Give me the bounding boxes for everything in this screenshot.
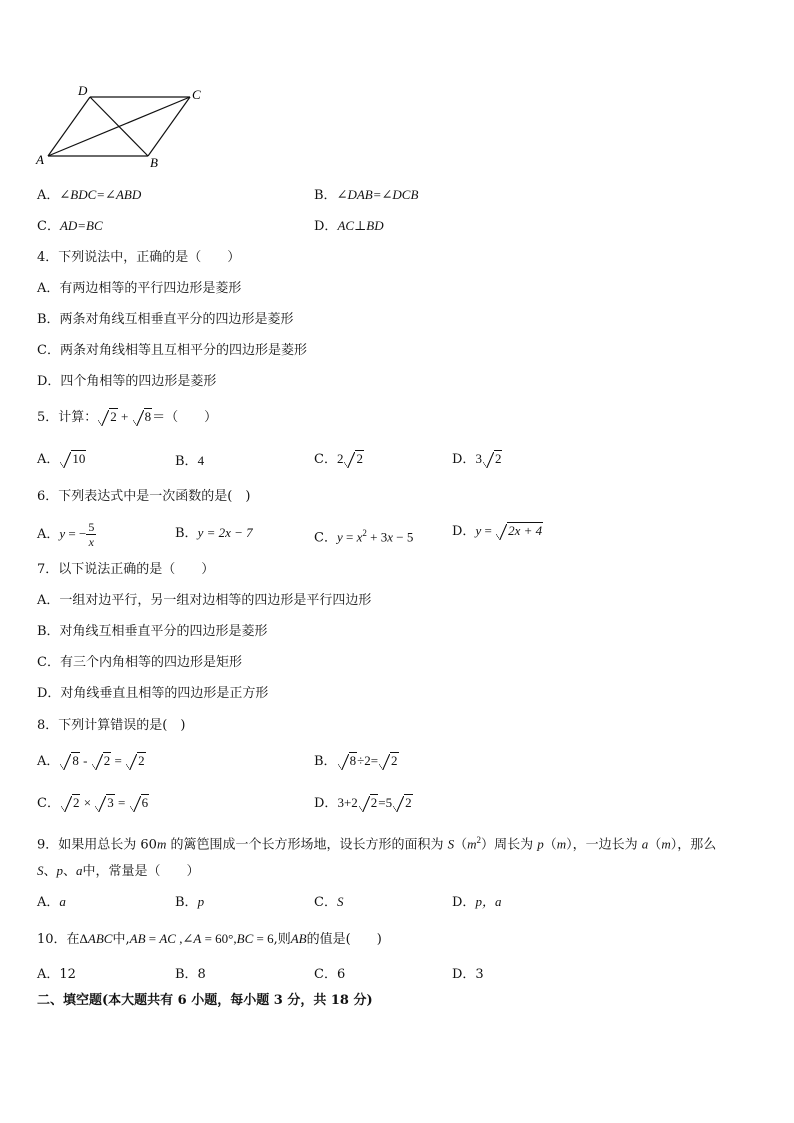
q6-option-b: B．y = 2x − 7 <box>175 525 253 541</box>
q7-option-a: A．一组对边平行，另一组对边相等的四边形是平行四边形 <box>37 593 372 608</box>
label-d: D <box>78 83 88 98</box>
q10-stem: 10．在ΔABC中,AB = AC ,∠A = 60°,BC = 6,则AB的值是( ) <box>37 931 382 947</box>
section2-heading: 二、填空题(本大题共有 6 小题，每小题 3 分，共 18 分) <box>37 993 373 1008</box>
q3-option-c: C．AD=BC <box>37 218 103 234</box>
q4-option-c: C．两条对角线相等且互相平分的四边形是菱形 <box>37 343 307 358</box>
q3-option-a: A．∠BDC=∠ABD <box>37 187 142 203</box>
q6-option-c: C．$y = x^2 + 3x - 5$ <box>314 528 414 546</box>
q5-option-a: A． 10 <box>37 451 86 467</box>
label-a: A <box>36 152 44 167</box>
q9-option-b: B．p <box>175 894 205 910</box>
q7-option-b: B．对角线互相垂直平分的四边形是菱形 <box>37 624 268 639</box>
q3-option-b: B．∠DAB=∠DCB <box>314 187 419 203</box>
q7-stem: 7．以下说法正确的是（ ） <box>37 562 215 577</box>
q7-option-d: D．对角线垂直且相等的四边形是正方形 <box>37 686 269 701</box>
q9-option-d: D．p，a <box>452 894 502 910</box>
q6-stem: 6．下列表达式中是一次函数的是( ) <box>37 489 251 504</box>
q5-option-b: B．4 <box>175 453 205 469</box>
q4-option-a: A．有两边相等的平行四边形是菱形 <box>37 281 242 296</box>
q4-option-b: B．两条对角线互相垂直平分的四边形是菱形 <box>37 312 294 327</box>
q5-stem: 5．计算： 2 + 8＝（ ） <box>37 409 218 425</box>
label-c: C <box>192 87 201 102</box>
q3-option-d: D．AC⊥BD <box>314 218 384 234</box>
q10-option-d: D．3 <box>452 967 484 982</box>
q4-stem: 4．下列说法中，正确的是（ ） <box>37 250 241 265</box>
q9-stem-line2: S、p、a中，常量是（ ） <box>37 863 200 879</box>
q5-option-c: C．2 2 <box>314 451 363 467</box>
diagonal-bd <box>90 97 148 156</box>
q9-option-a: A．a <box>37 894 66 910</box>
q9-stem-line1: 9．如果用总长为 60m 的篱笆围成一个长方形场地，设长方形的面积为 $S(m^2)$周长为 p（m），一边长为 a（m），那么 <box>37 835 717 853</box>
q10-option-a: A．12 <box>37 967 76 982</box>
q7-option-c: C．有三个内角相等的四边形是矩形 <box>37 655 242 670</box>
q8-option-d: D．3+2 2=5 2 <box>314 795 412 811</box>
q9-option-c: C．S <box>314 894 344 910</box>
label-b: B <box>150 155 158 170</box>
q6-option-d: D．y = 2x + 4 <box>452 523 543 539</box>
q4-option-d: D．四个角相等的四边形是菱形 <box>37 374 217 389</box>
parallelogram-figure <box>30 80 220 175</box>
q8-stem: 8．下列计算错误的是( ) <box>37 718 186 733</box>
q8-option-a: A． 8 - 2 = 2 <box>37 753 145 769</box>
q8-option-b: B． 8÷2= 2 <box>314 753 398 769</box>
q10-option-c: C．6 <box>314 967 346 982</box>
q5-option-d: D．3 2 <box>452 451 502 467</box>
q10-option-b: B．8 <box>175 967 206 982</box>
q8-option-c: C． 2 × 3 = 6 <box>37 795 149 811</box>
q6-option-a: A．y = − $\frac{5}{x}$ <box>37 520 95 549</box>
